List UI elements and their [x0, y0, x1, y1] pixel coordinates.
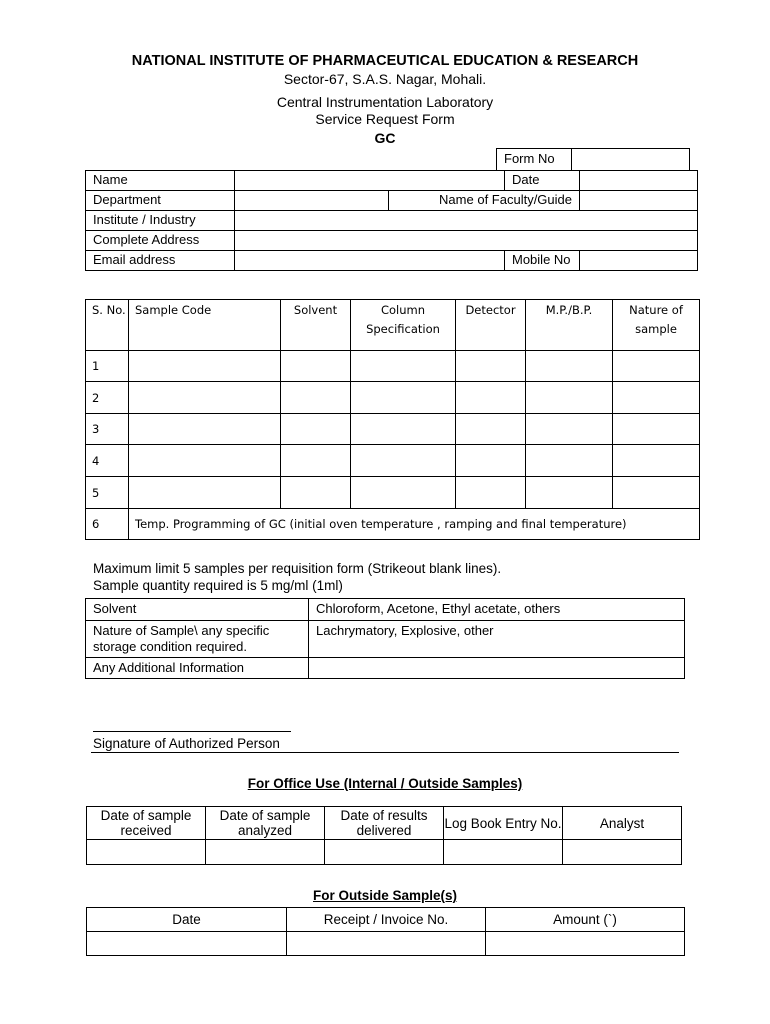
date-delivered-field[interactable] — [325, 840, 444, 865]
department-field[interactable] — [235, 191, 389, 211]
mp-bp-cell[interactable] — [526, 382, 613, 414]
col-header-nature: Nature of sample — [613, 300, 700, 351]
table-row — [86, 509, 700, 540]
institute-label: Institute / Industry — [86, 211, 235, 231]
mp-bp-cell[interactable] — [526, 351, 613, 382]
row-number: 1 — [86, 351, 129, 382]
institute-field[interactable] — [235, 211, 698, 231]
col-header-amount: Amount (`) — [486, 908, 685, 932]
name-label: Name — [86, 171, 235, 191]
institute-address: Sector-67, S.A.S. Nagar, Mohali. — [283, 71, 487, 87]
col-header-date-delivered: Date of results delivered — [325, 807, 444, 840]
row-number: 6 — [86, 509, 129, 540]
office-use-table — [86, 806, 682, 865]
table-row — [86, 382, 700, 414]
detector-cell[interactable] — [456, 477, 526, 509]
col-header-receipt: Receipt / Invoice No. — [287, 908, 486, 932]
date-label: Date — [505, 171, 580, 191]
nature-label: Nature of Sample\ any specific storage condition required. — [86, 621, 309, 658]
email-label: Email address — [86, 251, 235, 271]
address-field[interactable] — [235, 231, 698, 251]
sample-code-cell[interactable] — [129, 414, 281, 445]
col-header-sno: S. No. — [86, 300, 129, 351]
sample-code-cell[interactable] — [129, 351, 281, 382]
sample-code-cell[interactable] — [129, 477, 281, 509]
col-header-sample-code: Sample Code — [129, 300, 281, 351]
col-header-log-book: Log Book Entry No. — [444, 807, 563, 840]
outside-samples-table — [86, 907, 685, 956]
row-number: 5 — [86, 477, 129, 509]
amount-field[interactable] — [486, 932, 685, 956]
column-spec-cell[interactable] — [351, 477, 456, 509]
solvent-cell[interactable] — [281, 445, 351, 477]
analyst-field[interactable] — [563, 840, 682, 865]
sample-table — [85, 299, 700, 540]
row-number: 4 — [86, 445, 129, 477]
detector-cell[interactable] — [456, 351, 526, 382]
table-row — [86, 477, 700, 509]
row-number: 2 — [86, 382, 129, 414]
office-use-title: For Office Use (Internal / Outside Samples) — [247, 776, 523, 791]
signature-label: Signature of Authorized Person — [93, 736, 280, 751]
col-header-solvent: Solvent — [281, 300, 351, 351]
solvent-cell[interactable] — [281, 382, 351, 414]
table-row — [86, 445, 700, 477]
column-spec-cell[interactable] — [351, 351, 456, 382]
signature-line[interactable] — [91, 752, 679, 753]
additional-info-label: Any Additional Information — [86, 658, 309, 679]
col-header-date-analyzed: Date of sample analyzed — [206, 807, 325, 840]
col-header-detector: Detector — [456, 300, 526, 351]
nature-cell[interactable] — [613, 445, 700, 477]
email-field[interactable] — [235, 251, 505, 271]
col-header-mp-bp: M.P./B.P. — [526, 300, 613, 351]
row-number: 3 — [86, 414, 129, 445]
temp-programming-cell[interactable]: Temp. Programming of GC (initial oven temperature , ramping and final temperature) — [129, 509, 700, 540]
faculty-label: Name of Faculty/Guide — [389, 191, 580, 211]
table-row — [86, 351, 700, 382]
detector-cell[interactable] — [456, 414, 526, 445]
column-spec-cell[interactable] — [351, 414, 456, 445]
solvent-cell[interactable] — [281, 414, 351, 445]
col-header-column-spec: Column Specification — [351, 300, 456, 351]
nature-options: Lachrymatory, Explosive, other — [309, 621, 685, 658]
conditions-table — [85, 598, 685, 679]
date-analyzed-field[interactable] — [206, 840, 325, 865]
department-label: Department — [86, 191, 235, 211]
solvent-cell[interactable] — [281, 477, 351, 509]
outside-samples-title: For Outside Sample(s) — [312, 888, 458, 903]
column-spec-cell[interactable] — [351, 445, 456, 477]
applicant-info-table — [85, 170, 698, 271]
table-row — [86, 414, 700, 445]
sample-code-cell[interactable] — [129, 445, 281, 477]
mp-bp-cell[interactable] — [526, 445, 613, 477]
sample-limit-note: Maximum limit 5 samples per requisition form (Strikeout blank lines). — [93, 561, 502, 576]
mobile-label: Mobile No — [505, 251, 580, 271]
name-field[interactable] — [235, 171, 505, 191]
solvent-options: Chloroform, Acetone, Ethyl acetate, others — [309, 599, 685, 621]
detector-cell[interactable] — [456, 382, 526, 414]
nature-cell[interactable] — [613, 477, 700, 509]
mp-bp-cell[interactable] — [526, 477, 613, 509]
mobile-field[interactable] — [580, 251, 698, 271]
receipt-field[interactable] — [287, 932, 486, 956]
col-header-date-received: Date of sample received — [87, 807, 206, 840]
form-no-label: Form No — [497, 149, 572, 171]
form-title: Service Request Form — [315, 111, 455, 127]
col-header-date: Date — [87, 908, 287, 932]
additional-info-field[interactable] — [309, 658, 685, 679]
log-book-field[interactable] — [444, 840, 563, 865]
lab-name: Central Instrumentation Laboratory — [276, 94, 494, 110]
outside-date-field[interactable] — [87, 932, 287, 956]
solvent-cell[interactable] — [281, 351, 351, 382]
faculty-field[interactable] — [580, 191, 698, 211]
nature-cell[interactable] — [613, 351, 700, 382]
form-no-table — [496, 148, 690, 171]
solvent-label: Solvent — [86, 599, 309, 621]
date-received-field[interactable] — [87, 840, 206, 865]
date-field[interactable] — [580, 171, 698, 191]
nature-cell[interactable] — [613, 414, 700, 445]
column-spec-cell[interactable] — [351, 382, 456, 414]
detector-cell[interactable] — [456, 445, 526, 477]
col-header-analyst: Analyst — [563, 807, 682, 840]
sample-quantity-note: Sample quantity required is 5 mg/ml (1ml) — [93, 578, 343, 593]
institute-name: NATIONAL INSTITUTE OF PHARMACEUTICAL EDUCATION & RESEARCH — [131, 53, 639, 69]
mp-bp-cell[interactable] — [526, 414, 613, 445]
form-no-field[interactable] — [572, 149, 690, 171]
instrument-title: GC — [374, 130, 396, 146]
sample-code-cell[interactable] — [129, 382, 281, 414]
address-label: Complete Address — [86, 231, 235, 251]
nature-cell[interactable] — [613, 382, 700, 414]
signature-line-short — [93, 731, 291, 732]
